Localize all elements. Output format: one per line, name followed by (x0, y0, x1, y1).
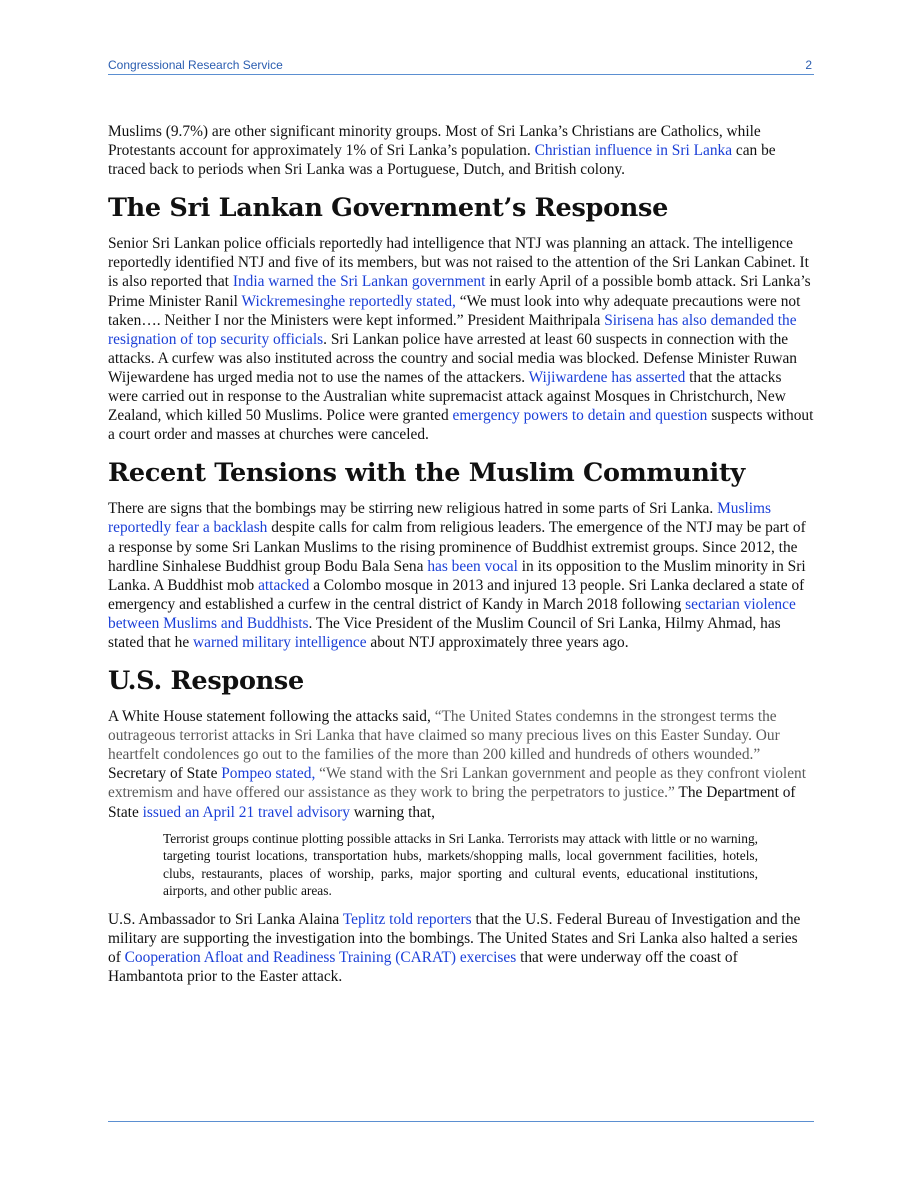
link-pompeo-stated[interactable]: Pompeo stated, (221, 765, 316, 783)
pompeo-quote: “We stand with the Sri Lankan government and people as they confront violent extremism and have offered our assistance as they work to bring the perpetrators to justice.” (108, 765, 806, 802)
link-sirisena-demanded[interactable]: Sirisena has also demanded the resignation of top security officials (108, 311, 797, 348)
intro-paragraph: Muslims (9.7%) are other significant minority groups. Most of Sri Lanka’s Christians are Catholics, while Protestants account for approximately 1% of Sri Lanka’s population. Christian influence in Sri Lanka can be traced back to periods when Sri Lanka was a Portuguese, Dutch, and British colony. (108, 123, 776, 179)
link-attacked[interactable]: attacked (258, 576, 310, 594)
white-house-quote: “The United States condemns in the strongest terms the outrageous terrorist attacks in Sri Lanka that have claimed so many precious lives on this Easter Sunday. Our heartfelt condolences go out to the families of the more than 200 killed and hundreds of others wounded.” (108, 708, 780, 764)
page-number: 2 (805, 58, 812, 72)
header-rule (108, 74, 814, 75)
body-content (108, 122, 814, 994)
running-header (108, 58, 814, 74)
paragraph-us-response: A White House statement following the attacks said, “The United States condemns in the strongest terms the outrageous terrorist attacks in Sri Lanka that have claimed so many precious lives on this Easter Sunday. Our heartfelt condolences go out to the families of the more than 200 killed and hundreds of others wounded.” Secretary of State Pompeo stated, “We stand with the Sri Lankan government and people as they confront violent extremism and have offered our assistance as they work to bring the perpetrators to justice.” The Department of State issued an April 21 travel advisory warning that, (108, 708, 806, 821)
link-teplitz-told-reporters[interactable]: Teplitz told reporters (342, 911, 472, 928)
header-source: Congressional Research Service (108, 58, 283, 72)
link-carat-exercises[interactable]: Cooperation Afloat and Readiness Training (CARAT) exercises (124, 949, 517, 967)
heading-government-response: The Sri Lankan Government’s Response (108, 193, 668, 224)
paragraph-muslim-tensions: There are signs that the bombings may be stirring new religious hatred in some parts of Sri Lanka. Muslims reportedly fear a backlash despite calls for calm from religious leaders. The emergence of the NTJ may be part of a response by some Sri Lankan Muslims to the rising prominence of Buddhist extremist groups. Since 2012, the hardline Sinhalese Buddhist group Bodu Bala Sena has been vocal in its opposition to the Muslim minority in Sri Lanka. A Buddhist mob attacked a Colombo mosque in 2013 and injured 13 people. Sri Lanka declared a state of emergency and established a curfew in the central district of Kandy in March 2018 following sectarian violence between Muslims and Buddhists. The Vice President of the Muslim Council of Sri Lanka, Hilmy Ahmad, has stated that he warned military intelligence about NTJ approximately three years ago. (108, 500, 806, 651)
footer-rule (108, 1121, 814, 1122)
travel-advisory-blockquote: Terrorist groups continue plotting possible attacks in Sri Lanka. Terrorists may attack with little or no warning, targeting tourist locations, transportation hubs, markets/shopping malls, local government facilities, hotels, clubs, restaurants, places of worship, parks, major sporting and cultural events, educational institutions, airports, and other public areas. (163, 830, 758, 899)
link-travel-advisory[interactable]: issued an April 21 travel advisory (142, 803, 350, 821)
link-christian-influence[interactable]: Christian influence in Sri Lanka (534, 142, 733, 160)
paragraph-government-response: Senior Sri Lankan police officials reportedly had intelligence that NTJ was planning an attack. The intelligence reportedly identified NTJ and five of its members, but was not raised to the attention of the Sri Lankan Cabinet. It is also reported that India warned the Sri Lankan government in early April of a possible bomb attack. Sri Lanka’s Prime Minister Ranil Wickremesinghe reportedly stated, “We must look into why adequate precautions were not taken…. Neither I nor the Ministers were kept informed.” President Maithripala Sirisena has also demanded the resignation of top security officials. Sri Lankan police have arrested at least 60 suspects in connection with the attacks. A curfew was also instituted across the country and social media was blocked. Defense Minister Ruwan Wijewardene has urged media not to use the names of the attackers. Wijiwardene has asserted that the attacks were carried out in response to the Australian white supremacist attack against Mosques in Christchurch, New Zealand, which killed 50 Muslims. Police were granted emergency powers to detain and question suspects without a court order and masses at churches were canceled. (108, 235, 814, 444)
link-india-warned[interactable]: India warned the Sri Lankan government (232, 273, 486, 291)
heading-muslim-tensions: Recent Tensions with the Muslim Community (108, 458, 745, 489)
link-emergency-powers[interactable]: emergency powers to detain and question (452, 407, 708, 425)
link-wickremesinghe-stated[interactable]: Wickremesinghe reportedly stated, (241, 292, 456, 310)
link-warned-military-intelligence[interactable]: warned military intelligence (193, 633, 367, 651)
link-wijiwardene-asserted[interactable]: Wijiwardene has asserted (528, 368, 686, 386)
link-muslims-fear-backlash[interactable]: Muslims reportedly fear a backlash (108, 500, 771, 537)
link-sectarian-violence[interactable]: sectarian violence between Muslims and Buddhists (108, 595, 796, 632)
heading-us-response: U.S. Response (108, 666, 304, 697)
paragraph-ambassador: U.S. Ambassador to Sri Lanka Alaina Teplitz told reporters that the U.S. Federal Bureau of Investigation and the military are supporting the investigation into the bombings. The United States and Sri Lanka also halted a series of Cooperation Afloat and Readiness Training (CARAT) exercises that were underway off the coast of Hambantota prior to the Easter attack. (108, 911, 801, 986)
link-has-been-vocal[interactable]: has been vocal (427, 557, 518, 575)
